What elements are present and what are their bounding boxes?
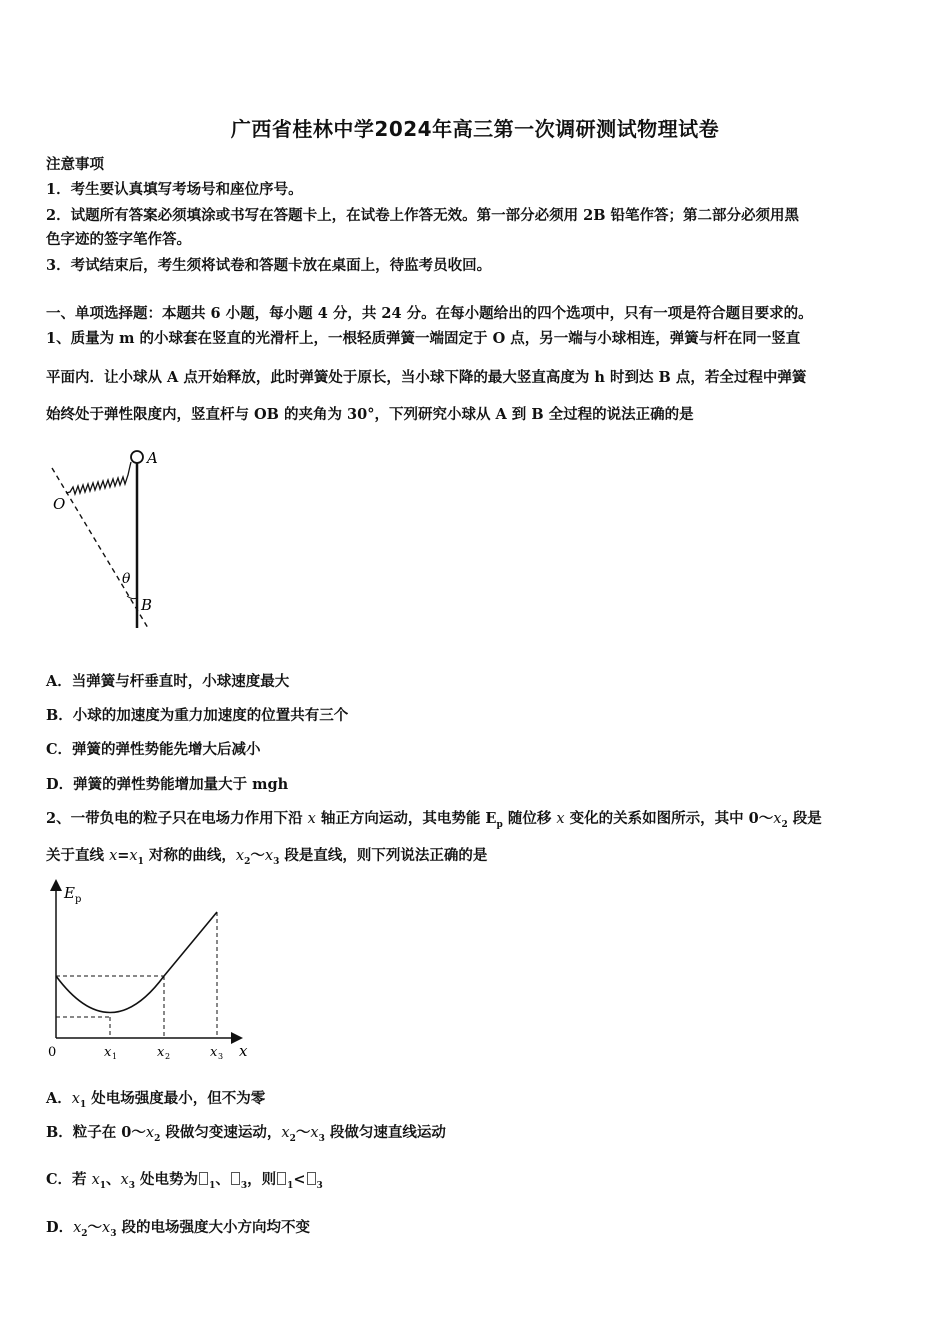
dashed-ob xyxy=(52,468,148,628)
q2-option-a: A．$x_1$ 处电场强度最小，但不为零 xyxy=(46,1090,266,1110)
q1-figure xyxy=(40,440,180,635)
q2-option-b: B．粒子在 $0\sim x_2$ 段做匀变速运动，$x_2\sim x_3$ 段做匀速直线运动 xyxy=(46,1124,446,1144)
y-label-sub: p xyxy=(75,894,82,905)
notice-item-2: 2．试题所有答案必须填涂或书写在答题卡上，在试卷上作答无效。第一部分必须用 2B 铅笔作答；第二部分必须用黑 xyxy=(46,207,800,224)
ep-curve xyxy=(56,976,164,1013)
tick-x1: x xyxy=(104,1045,112,1060)
q1-line-3: 始终处于弹性限度内，竖直杆与 OB 的夹角为 30°，下列研究小球从 A 到 B 全过程的说法正确的是 xyxy=(46,406,694,423)
svg-text:3: 3 xyxy=(218,1052,224,1061)
section-heading: 一、单项选择题：本题共 6 小题，每小题 4 分，共 24 分。在每小题给出的四个选项中，只有一项是符合题目要求的。 xyxy=(46,305,813,322)
svg-text:1: 1 xyxy=(112,1052,118,1061)
q2-line-2: 关于直线 $x=x_1$ 对称的曲线，$x_2\sim x_3$ 段是直线，则下列说法正确的是 xyxy=(46,847,488,867)
q1-option-c: C．弹簧的弹性势能先增大后减小 xyxy=(46,741,261,758)
q1-option-a: A．当弹簧与杆垂直时，小球速度最大 xyxy=(46,673,290,690)
label-b: B xyxy=(141,596,153,614)
svg-text:2: 2 xyxy=(165,1052,171,1061)
ball-a xyxy=(131,451,143,463)
q2-option-c: C．若 $x_1$、$x_3$ 处电势为 $_1$、 $_3$，则 $_1$< $_3$ xyxy=(46,1171,323,1191)
notice-item-2-cont: 色字迹的签字笔作答。 xyxy=(46,231,191,248)
q1-line-2: 平面内．让小球从 A 点开始释放，此时弹簧处于原长，当小球下降的最大竖直高度为 h 时到达 B 点，若全过程中弹簧 xyxy=(46,369,807,386)
missing-glyph-icon xyxy=(277,1172,286,1185)
q2-line-1: 2、一带负电的粒子只在电场力作用下沿 x 轴正方向运动，其电势能 $E_p$ 随位移 x 变化的关系如图所示，其中 $0\sim x_2$ 段是 xyxy=(46,810,822,830)
spring xyxy=(66,462,131,494)
q1-line-1: 1、质量为 m 的小球套在竖直的光滑杆上，一根轻质弹簧一端固定于 O 点，另一端与小球相连，弹簧与杆在同一竖直 xyxy=(46,330,801,347)
notice-item-3: 3．考试结束后，考生须将试卷和答题卡放在桌面上，待监考员收回。 xyxy=(46,257,492,274)
q2-option-d: D．$x_2\sim x_3$ 段的电场强度大小方向均不变 xyxy=(46,1219,311,1239)
ep-line xyxy=(164,912,217,976)
tick-x3: x xyxy=(210,1045,218,1060)
label-a: A xyxy=(147,449,158,467)
q1-option-b: B．小球的加速度为重力加速度的位置共有三个 xyxy=(46,707,349,724)
origin-label: 0 xyxy=(48,1045,57,1060)
notice-item-1: 1．考生要认真填写考场号和座位序号。 xyxy=(46,181,303,198)
label-theta: θ xyxy=(122,571,131,587)
page-title: 广西省桂林中学2024年高三第一次调研测试物理试卷 xyxy=(230,117,720,141)
tick-x2: x xyxy=(157,1045,165,1060)
x-label: x xyxy=(239,1042,248,1060)
q1-option-d: D．弹簧的弹性势能增加量大于 mgh xyxy=(46,776,289,793)
q2-figure xyxy=(40,874,260,1064)
missing-glyph-icon xyxy=(199,1172,208,1185)
angle-arc xyxy=(127,596,137,599)
notice-heading: 注意事项 xyxy=(46,156,104,173)
missing-glyph-icon xyxy=(231,1172,240,1185)
label-o: O xyxy=(53,495,66,513)
missing-glyph-icon xyxy=(307,1172,316,1185)
y-label: E xyxy=(64,884,75,902)
